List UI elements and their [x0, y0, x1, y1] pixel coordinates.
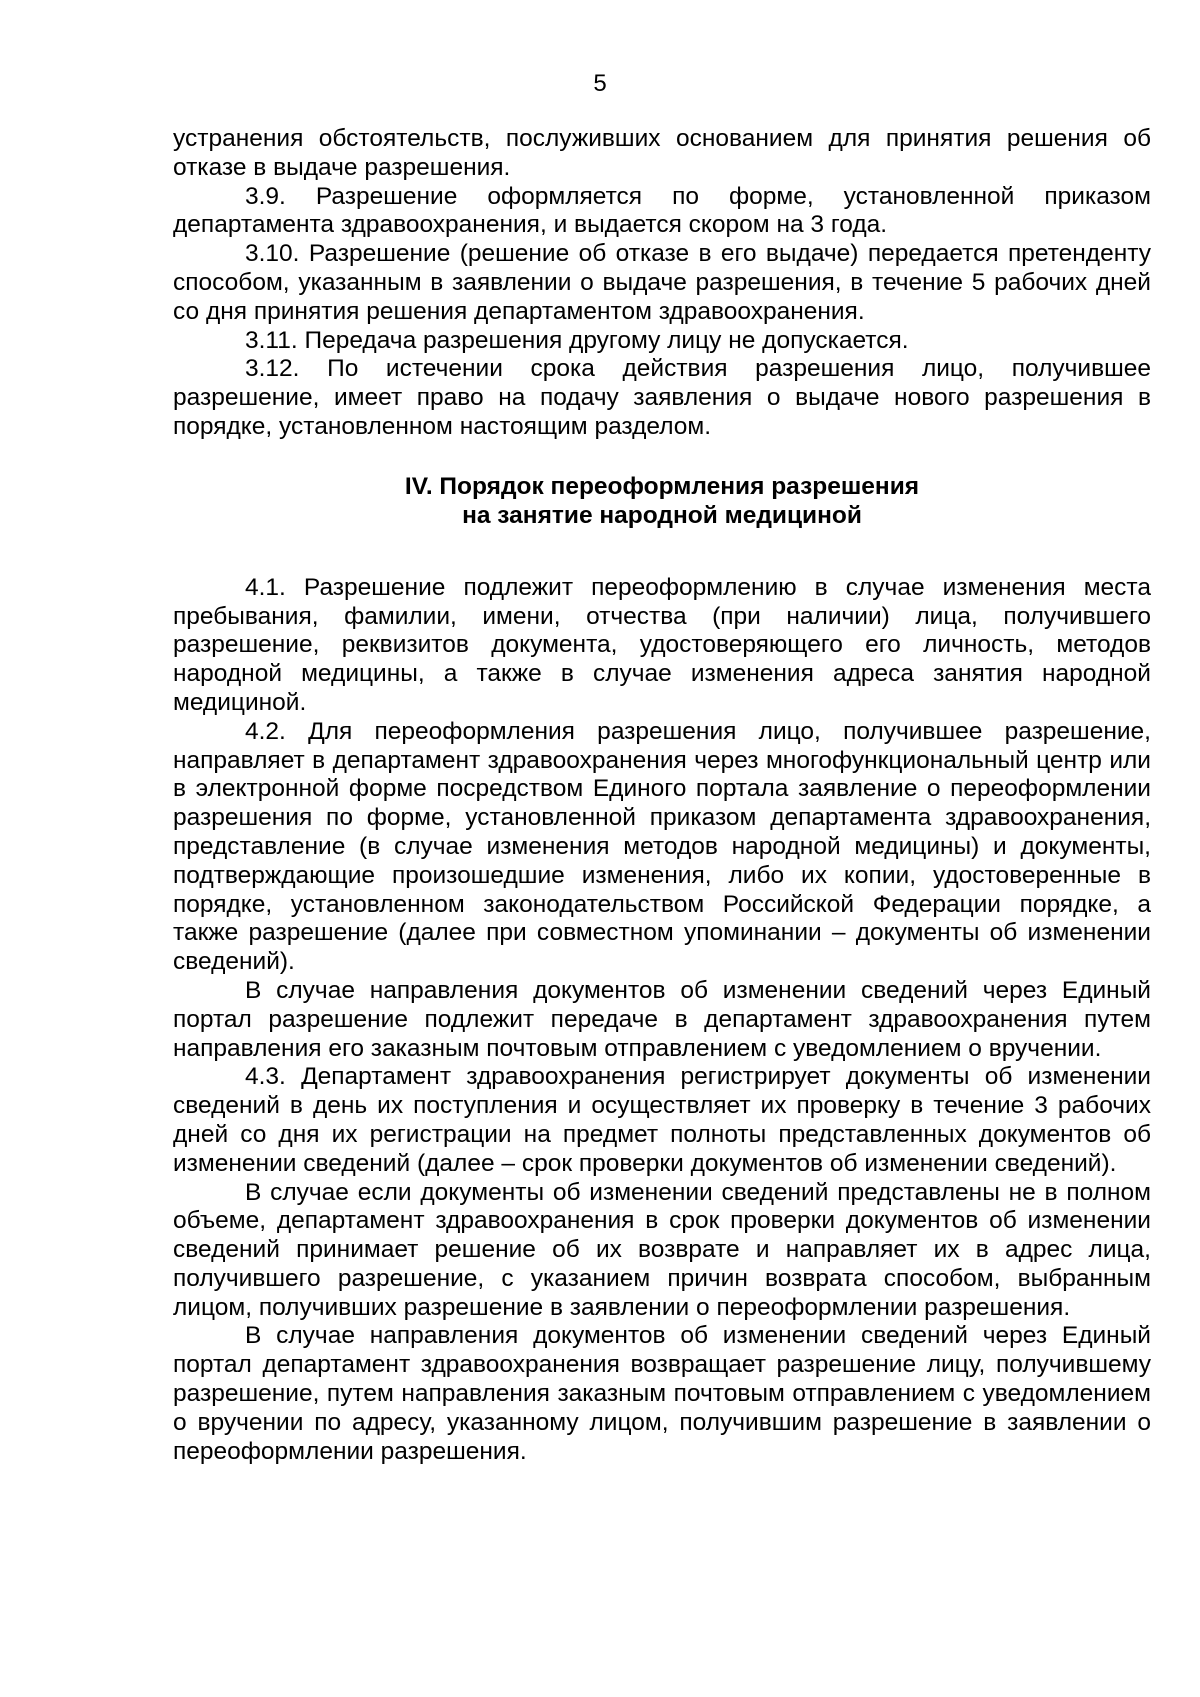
paragraph-3-9: 3.9. Разрешение оформляется по форме, установленной приказом департамента здравоохранения, и выдается скором на 3 года.: [173, 182, 1151, 239]
paragraph-4-1: 4.1. Разрешение подлежит переоформлению в случае изменения места пребывания, фамилии, имени, отчества (при наличии) лица, получившего разрешение, реквизитов документа, удостоверяющего его личность, методов народной медицины, а также в случае изменения адреса занятия народной медициной.: [173, 573, 1151, 716]
section-heading-line-1: IV. Порядок переоформления разрешения: [404, 472, 920, 500]
paragraph-4-3-return: В случае если документы об изменении сведений представлены не в полном объеме, департамент здравоохранения в срок проверки документов об изменении сведений принимает решение об их возврате и направляет их в адрес лица, получившего разрешение, с указанием причин возврата способом, выбранным лицом, получивших разрешение в заявлении о переоформлении разрешения.: [173, 1178, 1151, 1321]
paragraph-3-11: 3.11. Передача разрешения другому лицу не допускается.: [245, 326, 909, 354]
paragraph-4-2: 4.2. Для переоформления разрешения лицо, получившее разрешение, направляет в департамент здравоохранения через многофункциональный центр или в электронной форме посредством Единого портала заявление о переоформлении разрешения по форме, установленной приказом департамента здравоохранения, представление (в случае изменения методов народной медицины) и документы, подтверждающие произошедшие изменения, либо их копии, удостоверенные в порядке, установленном законодательством Российской Федерации порядке, а также разрешение (далее при совместном упоминании – документы об изменении сведений).: [173, 717, 1151, 976]
page-number: 5: [593, 70, 607, 97]
paragraph-continuation: устранения обстоятельств, послуживших основанием для принятия решения об отказе в выдаче разрешения.: [173, 125, 1151, 181]
paragraph-4-3-portal: В случае направления документов об изменении сведений через Единый портал департамент здравоохранения возвращает разрешение лицу, получившему разрешение, путем направления заказным почтовым отправлением с уведомлением о вручении по адресу, указанному лицом, получившим разрешение в заявлении о переоформлении разрешения.: [173, 1322, 1151, 1465]
paragraph-4-3: 4.3. Департамент здравоохранения регистрирует документы об изменении сведений в день их поступления и осуществляет их проверку в течение 3 рабочих дней со дня их регистрации на предмет полноты представленных документов об изменении сведений (далее – срок проверки документов об изменении сведений).: [173, 1063, 1151, 1177]
paragraph-4-2-portal: В случае направления документов об изменении сведений через Единый портал разрешение подлежит передаче в департамент здравоохранения путем направления его заказным почтовым отправлением с уведомлением о вручении.: [173, 976, 1151, 1062]
paragraph-3-12: 3.12. По истечении срока действия разрешения лицо, получившее разрешение, имеет право на подачу заявления о выдаче нового разрешения в порядке, установленном настоящим разделом.: [173, 355, 1151, 440]
document-body: [173, 125, 1151, 1466]
section-heading-line-2: на занятие народной медициной: [462, 501, 862, 529]
paragraph-3-10: 3.10. Разрешение (решение об отказе в его выдаче) передается претенденту способом, указанным в заявлении о выдаче разрешения, в течение 5 рабочих дней со дня принятия решения департаментом здравоохранения.: [173, 240, 1151, 325]
section-heading: [173, 472, 1151, 530]
